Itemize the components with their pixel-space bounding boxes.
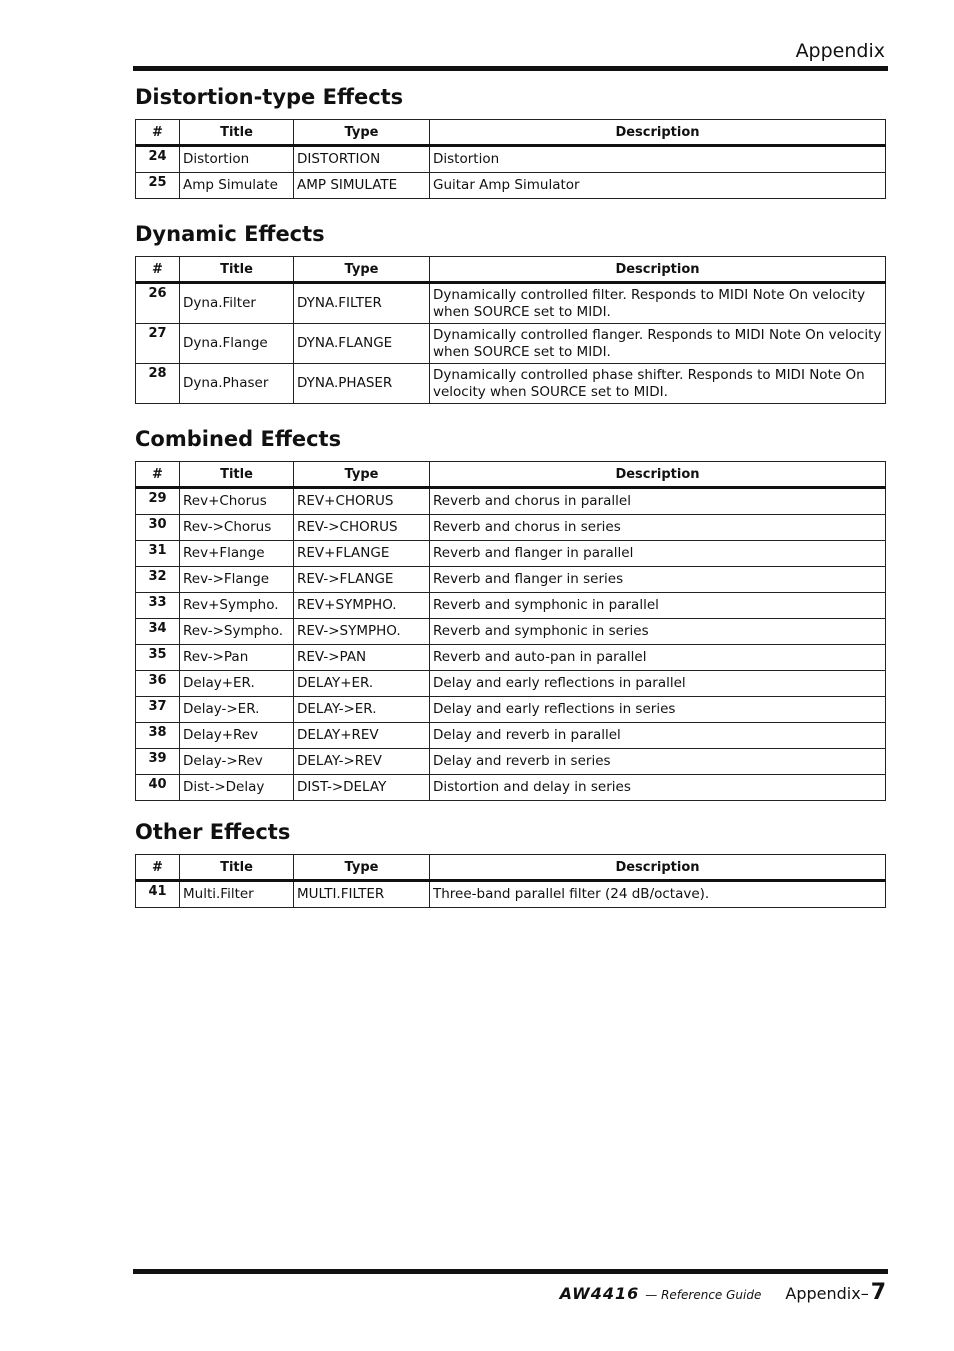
effect-description: Delay and early reflections in series [430, 697, 886, 723]
effect-title: Delay+Rev [180, 723, 294, 749]
effect-title: Rev->Pan [180, 645, 294, 671]
effect-title: Delay->Rev [180, 749, 294, 775]
effect-description: Delay and reverb in parallel [430, 723, 886, 749]
column-header: # [136, 462, 180, 488]
table-row [136, 749, 886, 775]
effect-type: DISTORTION [294, 146, 430, 173]
column-header: # [136, 120, 180, 146]
effect-description: Dynamically controlled filter. Responds to MIDI Note On velocity when SOURCE set to MIDI. [430, 283, 886, 324]
effect-number: 34 [136, 619, 180, 645]
column-header: # [136, 257, 180, 283]
effect-description: Reverb and symphonic in parallel [430, 593, 886, 619]
effect-number: 36 [136, 671, 180, 697]
effect-number: 32 [136, 567, 180, 593]
effect-description: Reverb and chorus in series [430, 515, 886, 541]
guide-title: — Reference Guide [645, 1288, 762, 1302]
table-row [136, 697, 886, 723]
effect-title: Delay->ER. [180, 697, 294, 723]
table-row [136, 775, 886, 801]
effect-number: 25 [136, 173, 180, 199]
table-row [136, 723, 886, 749]
effect-number: 40 [136, 775, 180, 801]
effect-type: DELAY->ER. [294, 697, 430, 723]
effect-type: REV->FLANGE [294, 567, 430, 593]
effect-title: Distortion [180, 146, 294, 173]
section [135, 221, 886, 404]
effect-type: DYNA.PHASER [294, 364, 430, 404]
column-header: Type [294, 462, 430, 488]
effect-type: DELAY+ER. [294, 671, 430, 697]
effect-number: 28 [136, 364, 180, 404]
table-header-row [136, 462, 886, 488]
product-logo: AW4416 [559, 1284, 640, 1303]
effect-type: REV->SYMPHO. [294, 619, 430, 645]
page-label: Appendix– [785, 1284, 869, 1303]
effect-title: Delay+ER. [180, 671, 294, 697]
effect-title: Rev->Flange [180, 567, 294, 593]
effect-type: DYNA.FILTER [294, 283, 430, 324]
effect-title: Dyna.Flange [180, 324, 294, 364]
effect-title: Dyna.Filter [180, 283, 294, 324]
effect-number: 38 [136, 723, 180, 749]
page-footer [560, 1280, 886, 1305]
table-header-row [136, 855, 886, 881]
table-row [136, 593, 886, 619]
effect-type: DIST->DELAY [294, 775, 430, 801]
section [135, 84, 886, 199]
column-header: Type [294, 855, 430, 881]
column-header: Description [430, 855, 886, 881]
effect-number: 26 [136, 283, 180, 324]
effect-title: Dist->Delay [180, 775, 294, 801]
effect-type: REV+SYMPHO. [294, 593, 430, 619]
running-header: Appendix [795, 40, 885, 62]
header-rule [133, 66, 888, 71]
effect-description: Reverb and flanger in series [430, 567, 886, 593]
table-row [136, 541, 886, 567]
effects-table [135, 256, 886, 404]
effect-number: 27 [136, 324, 180, 364]
column-header: # [136, 855, 180, 881]
effect-number: 35 [136, 645, 180, 671]
column-header: Type [294, 257, 430, 283]
table-row [136, 488, 886, 515]
effect-title: Rev->Sympho. [180, 619, 294, 645]
section-title: Distortion-type Effects [135, 85, 404, 109]
table-header-row [136, 257, 886, 283]
table-row [136, 881, 886, 908]
effect-description: Reverb and flanger in parallel [430, 541, 886, 567]
section-title: Dynamic Effects [135, 222, 325, 246]
section-title: Combined Effects [135, 427, 342, 451]
effect-description: Reverb and auto-pan in parallel [430, 645, 886, 671]
effect-title: Rev+Flange [180, 541, 294, 567]
column-header: Title [180, 855, 294, 881]
section-title: Other Effects [135, 820, 291, 844]
table-header-row [136, 120, 886, 146]
effect-number: 31 [136, 541, 180, 567]
effect-type: REV->PAN [294, 645, 430, 671]
effect-title: Dyna.Phaser [180, 364, 294, 404]
table-row [136, 671, 886, 697]
effect-description: Dynamically controlled flanger. Responds to MIDI Note On velocity when SOURCE set to MIDI. [430, 324, 886, 364]
table-row [136, 324, 886, 364]
effect-title: Rev->Chorus [180, 515, 294, 541]
effect-description: Three-band parallel filter (24 dB/octave). [430, 881, 886, 908]
table-row [136, 283, 886, 324]
effect-title: Rev+Sympho. [180, 593, 294, 619]
table-row [136, 364, 886, 404]
effect-type: REV->CHORUS [294, 515, 430, 541]
effect-description: Reverb and symphonic in series [430, 619, 886, 645]
effect-type: AMP SIMULATE [294, 173, 430, 199]
column-header: Description [430, 462, 886, 488]
effect-title: Amp Simulate [180, 173, 294, 199]
effect-number: 37 [136, 697, 180, 723]
effect-description: Distortion [430, 146, 886, 173]
section [135, 819, 886, 908]
effect-type: DELAY->REV [294, 749, 430, 775]
effects-table [135, 461, 886, 801]
effect-number: 24 [136, 146, 180, 173]
effect-type: DYNA.FLANGE [294, 324, 430, 364]
effect-description: Reverb and chorus in parallel [430, 488, 886, 515]
effect-description: Dynamically controlled phase shifter. Responds to MIDI Note On velocity when SOURCE set to MIDI. [430, 364, 886, 404]
column-header: Description [430, 120, 886, 146]
effect-number: 33 [136, 593, 180, 619]
effect-description: Guitar Amp Simulator [430, 173, 886, 199]
effect-number: 39 [136, 749, 180, 775]
column-header: Description [430, 257, 886, 283]
effects-table [135, 119, 886, 199]
column-header: Title [180, 462, 294, 488]
column-header: Title [180, 120, 294, 146]
effect-number: 29 [136, 488, 180, 515]
footer-rule [133, 1269, 888, 1274]
page-number: 7 [870, 1280, 886, 1305]
effect-type: REV+FLANGE [294, 541, 430, 567]
column-header: Type [294, 120, 430, 146]
effect-number: 41 [136, 881, 180, 908]
effect-type: REV+CHORUS [294, 488, 430, 515]
effect-number: 30 [136, 515, 180, 541]
table-row [136, 515, 886, 541]
column-header: Title [180, 257, 294, 283]
table-row [136, 146, 886, 173]
section [135, 426, 886, 801]
table-row [136, 173, 886, 199]
effect-description: Distortion and delay in series [430, 775, 886, 801]
effect-title: Rev+Chorus [180, 488, 294, 515]
table-row [136, 567, 886, 593]
table-row [136, 619, 886, 645]
effect-description: Delay and reverb in series [430, 749, 886, 775]
effect-type: DELAY+REV [294, 723, 430, 749]
effect-type: MULTI.FILTER [294, 881, 430, 908]
effect-description: Delay and early reflections in parallel [430, 671, 886, 697]
table-row [136, 645, 886, 671]
effects-table [135, 854, 886, 908]
effect-title: Multi.Filter [180, 881, 294, 908]
